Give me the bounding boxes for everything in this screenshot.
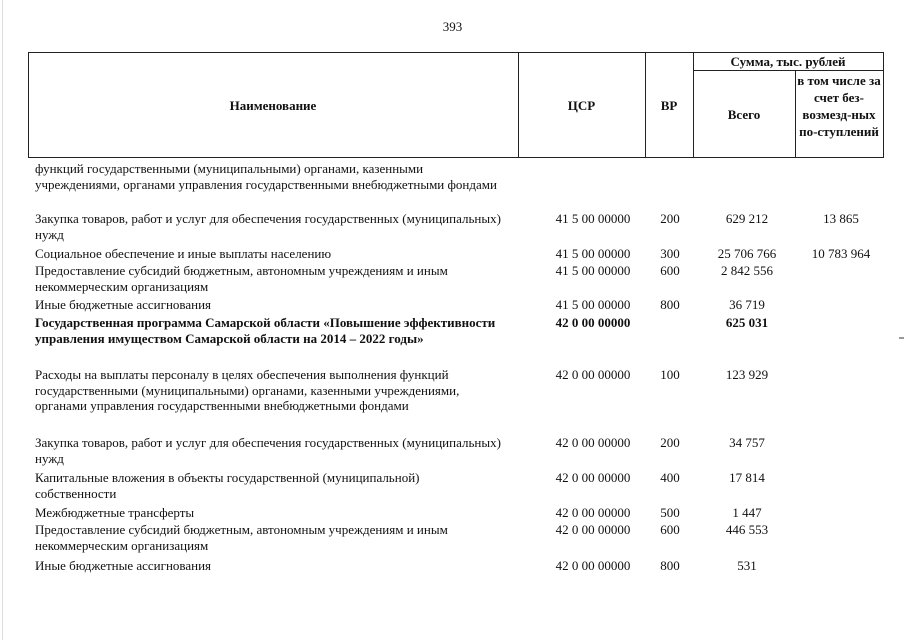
row-name: Иные бюджетные ассигнования xyxy=(35,297,212,312)
row-name: Социальное обеспечение и иные выплаты населению xyxy=(35,246,332,261)
row-csr: 42 0 00 00000 xyxy=(555,367,631,382)
scan-speck xyxy=(899,337,904,339)
row-name: Межбюджетные трансферты xyxy=(35,505,195,520)
header-amount-group: Сумма, тыс. рублей xyxy=(730,54,846,69)
row-vr: 800 xyxy=(660,297,680,312)
row-total: 1 447 xyxy=(732,505,762,520)
row-name: Закупка товаров, работ и услуг для обеспечения государственных (муниципальных) нужд xyxy=(35,211,501,242)
row-vr: 600 xyxy=(660,263,680,278)
row-total: 625 031 xyxy=(725,315,769,330)
row-total: 34 757 xyxy=(729,435,765,450)
row-vr: 300 xyxy=(660,246,680,261)
row-vr: 400 xyxy=(660,470,680,485)
row-total: 531 xyxy=(737,558,757,573)
row-name: Капитальные вложения в объекты государственной (муниципальной) собственности xyxy=(35,470,420,501)
row-total: 446 553 xyxy=(725,522,769,537)
row-name: Предоставление субсидий бюджетным, автономным учреждениям и иным некоммерческим организациям xyxy=(35,522,448,553)
row-csr: 42 0 00 00000 xyxy=(555,470,631,485)
header-name: Наименование xyxy=(229,97,317,113)
row-name: функций государственными (муниципальными) органами, казенными учреждениями, органами управления государственными внебюджетными фондами xyxy=(35,161,497,192)
row-total: 25 706 766 xyxy=(717,246,777,261)
row-name: Государственная программа Самарской области «Повышение эффективности управления имуществом Самарской области на 2014 – 2022 годы» xyxy=(35,315,496,346)
row-total: 36 719 xyxy=(729,297,765,312)
row-name: Закупка товаров, работ и услуг для обеспечения государственных (муниципальных) нужд xyxy=(35,435,501,466)
row-grant: 10 783 964 xyxy=(811,246,871,261)
row-csr: 42 0 00 00000 xyxy=(555,435,631,450)
row-name: Иные бюджетные ассигнования xyxy=(35,558,212,573)
row-csr: 42 0 00 00000 xyxy=(555,505,631,520)
header-csr: ЦСР xyxy=(567,97,596,113)
row-csr: 42 0 00 00000 xyxy=(555,315,631,330)
row-name: Расходы на выплаты персоналу в целях обеспечения выполнения функций государственными (муниципальными) органами, казенными учреждениями, органами управления государственными внебюджетными фондами xyxy=(35,367,460,414)
row-csr: 41 5 00 00000 xyxy=(555,246,631,261)
header-total: Всего xyxy=(727,106,761,122)
row-vr: 500 xyxy=(660,505,680,520)
row-name: Предоставление субсидий бюджетным, автономным учреждениям и иным некоммерческим организациям xyxy=(35,263,448,294)
row-csr: 42 0 00 00000 xyxy=(555,558,631,573)
header-vr: ВР xyxy=(660,97,678,113)
row-grant: 13 865 xyxy=(823,211,859,226)
row-vr: 100 xyxy=(660,367,680,382)
page-number: 393 xyxy=(442,19,463,34)
row-total: 629 212 xyxy=(725,211,769,226)
header-border-right xyxy=(883,53,884,157)
row-csr: 41 5 00 00000 xyxy=(555,263,631,278)
scan-left-edge xyxy=(2,0,3,640)
row-csr: 42 0 00 00000 xyxy=(555,522,631,537)
row-csr: 41 5 00 00000 xyxy=(555,211,631,226)
row-vr: 600 xyxy=(660,522,680,537)
row-total: 17 814 xyxy=(729,470,765,485)
row-vr: 800 xyxy=(660,558,680,573)
row-total: 123 929 xyxy=(725,367,769,382)
table-header xyxy=(28,52,884,158)
row-csr: 41 5 00 00000 xyxy=(555,297,631,312)
row-vr: 200 xyxy=(660,435,680,450)
header-grant: в том числе за счет без-возмезд-ных по-ступлений xyxy=(797,73,881,139)
row-vr: 200 xyxy=(660,211,680,226)
row-total: 2 842 556 xyxy=(721,263,773,278)
